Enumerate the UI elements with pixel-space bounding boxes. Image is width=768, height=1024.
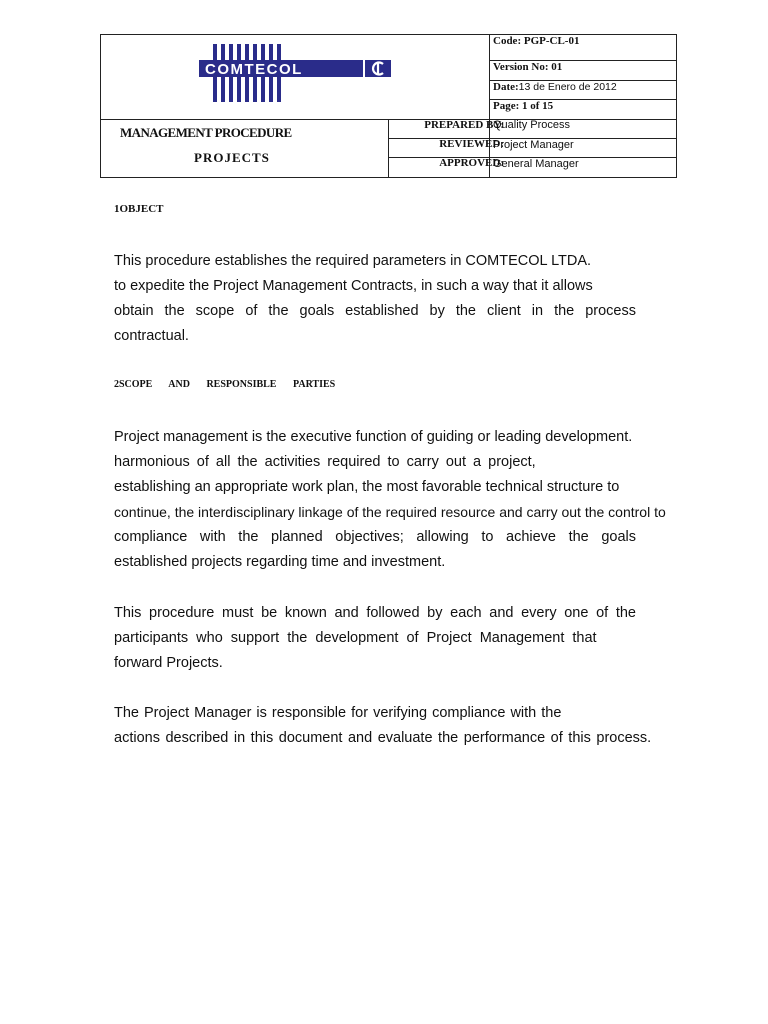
text-line: establishing an appropriate work plan, the most favorable technical structure to [114, 479, 620, 495]
text-line: actions described in this document and evaluate the performance of this process. [114, 730, 652, 746]
text-line: The Project Manager is responsible for verifying compliance with the [114, 705, 562, 721]
text-line: contractual. [114, 328, 189, 344]
doc-date: Date:13 de Enero de 2012 [493, 81, 617, 93]
object-heading: 1OBJECT [114, 203, 164, 215]
text-line: continue, the interdisciplinary linkage of the required resource and carry out the control to [114, 504, 666, 520]
text-line: to expedite the Project Management Contracts, in such a way that it allows [114, 278, 593, 294]
text-line: This procedure establishes the required parameters in COMTECOL LTDA. [114, 253, 592, 269]
scope-paragraph-2 [114, 601, 636, 676]
object-paragraph [114, 249, 636, 349]
company-logo [199, 44, 393, 102]
text-line: established projects regarding time and investment. [114, 554, 446, 570]
doc-title: MANAGEMENT PROCEDURE [120, 125, 292, 140]
text-line: obtain the scope of the goals established by the client in the process [114, 303, 636, 319]
text-line: participants who support the development of Project Management that [114, 630, 597, 646]
text-line: Project management is the executive function of guiding or leading development. [114, 429, 633, 445]
text-line: harmonious of all the activities required to carry out a project, [114, 454, 536, 470]
table-border-right [676, 34, 677, 178]
table-border-left [100, 34, 101, 178]
approved-label: APPROVED: [439, 157, 504, 169]
prepared-by-value: Quality Process [493, 119, 571, 131]
doc-subtitle: PROJECTS [194, 150, 270, 165]
logo-text: COMTECOL [205, 61, 303, 78]
table-divider [388, 119, 389, 178]
prepared-by-label: PREPARED BY: [424, 119, 504, 131]
table-border-top [100, 34, 677, 35]
doc-version: Version No: 01 [493, 61, 563, 73]
text-line: compliance with the planned objectives; allowing to achieve the goals [114, 529, 636, 545]
text-line: This procedure must be known and followed by each and every one of the [114, 605, 636, 621]
reviewed-label: REVIEWED: [439, 138, 504, 150]
scope-paragraph-1 [114, 425, 666, 575]
reviewed-value: Project Manager [493, 139, 574, 151]
doc-code: Code: PGP-CL-01 [493, 35, 580, 47]
text-line: forward Projects. [114, 655, 223, 671]
doc-page: Page: 1 of 15 [493, 100, 554, 112]
approved-value: General Manager [493, 158, 579, 170]
scope-paragraph-3 [114, 701, 684, 751]
scope-heading: 2SCOPE AND RESPONSIBLE PARTIES [114, 379, 336, 390]
